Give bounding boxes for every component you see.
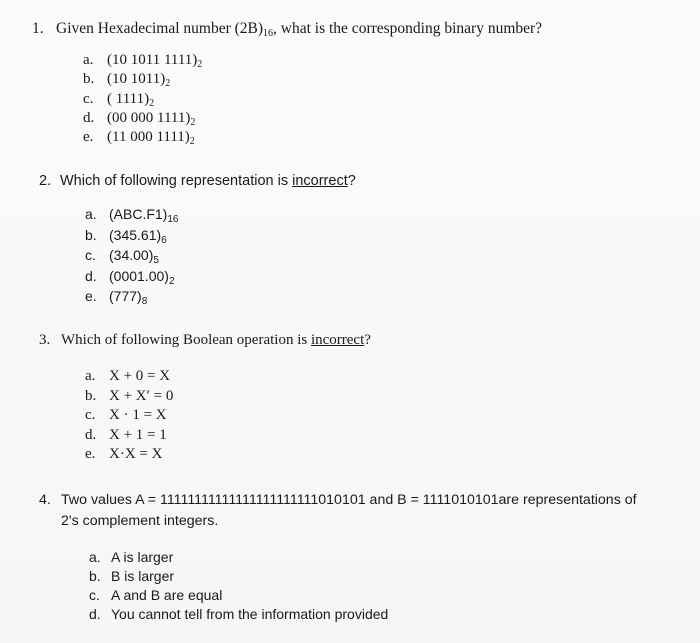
option-value: You cannot tell from the information provided — [111, 606, 389, 622]
question-number: 1. — [32, 20, 44, 37]
option-value: (10 1011 1111) — [107, 52, 198, 68]
option-value: ( 1111) — [107, 90, 150, 107]
option-a[interactable] — [85, 367, 371, 387]
option-letter: a. — [83, 52, 94, 68]
option-value: A and B are equal — [111, 587, 223, 603]
option-c[interactable] — [83, 90, 542, 109]
option-e[interactable] — [83, 128, 542, 147]
question-number: 3. — [39, 332, 51, 348]
option-list — [83, 51, 542, 147]
option-list — [89, 548, 637, 624]
option-letter: d. — [85, 426, 97, 443]
option-letter: b. — [85, 226, 97, 243]
option-value: X·X = X — [109, 446, 163, 462]
option-letter: e. — [85, 446, 96, 462]
option-base: 2 — [190, 116, 196, 128]
option-a[interactable] — [83, 51, 542, 70]
option-base: 2 — [197, 59, 203, 70]
question-1-prompt — [32, 20, 542, 38]
option-b[interactable] — [89, 567, 637, 586]
question-number: 4. — [39, 492, 51, 508]
option-list — [85, 204, 356, 307]
option-letter: c. — [85, 247, 96, 263]
question-1 — [32, 20, 542, 147]
question-text-line2: 2's complement integers. — [61, 513, 219, 529]
option-c[interactable] — [89, 586, 637, 605]
option-letter: c. — [85, 407, 96, 423]
option-base: 6 — [161, 234, 167, 246]
option-value: (345.61) — [109, 226, 162, 243]
option-value: X + X′ = 0 — [109, 387, 174, 404]
option-d[interactable] — [85, 426, 371, 446]
option-d[interactable] — [83, 109, 542, 128]
question-3 — [39, 332, 371, 465]
option-letter: e. — [85, 288, 97, 304]
option-letter: a. — [85, 368, 96, 384]
question-text-end: , what is the corresponding binary number? — [273, 20, 543, 37]
question-text: Given Hexadecimal number (2B) — [56, 20, 264, 37]
option-value: (11 000 1111) — [107, 129, 190, 146]
option-letter: c. — [89, 587, 100, 603]
option-value: (ABC.F1) — [109, 206, 168, 222]
option-letter: d. — [89, 606, 101, 622]
option-letter: a. — [89, 549, 101, 565]
option-e[interactable] — [85, 445, 371, 465]
option-value: B is larger — [111, 568, 175, 584]
question-2-prompt — [39, 173, 356, 189]
option-c[interactable] — [85, 245, 356, 266]
option-value: (777) — [109, 288, 142, 304]
question-3-prompt — [39, 332, 371, 349]
question-4 — [39, 490, 637, 624]
option-letter: d. — [83, 109, 95, 126]
option-b[interactable] — [83, 70, 542, 89]
option-value: X + 0 = X — [109, 368, 171, 384]
option-letter: e. — [83, 129, 94, 146]
option-b[interactable] — [85, 225, 356, 246]
option-value: X + 1 = 1 — [109, 426, 167, 443]
option-base: 16 — [167, 214, 179, 225]
option-list — [85, 367, 371, 465]
option-letter: d. — [85, 267, 97, 284]
option-value: (00 000 1111) — [107, 109, 191, 126]
question-2 — [39, 173, 356, 307]
option-d[interactable] — [85, 266, 356, 287]
question-text: Which of following Boolean operation is — [61, 332, 311, 348]
option-c[interactable] — [85, 406, 371, 426]
option-letter: b. — [83, 71, 95, 88]
option-letter: b. — [85, 387, 97, 404]
option-base: 2 — [149, 97, 155, 109]
option-base: 8 — [141, 296, 148, 307]
option-letter: c. — [83, 90, 94, 107]
question-text: Which of following representation is — [60, 173, 293, 189]
option-letter: b. — [89, 568, 101, 584]
base-subscript: 16 — [263, 28, 274, 39]
question-number: 2. — [39, 173, 52, 189]
option-e[interactable] — [85, 286, 356, 307]
option-d[interactable] — [89, 605, 637, 624]
option-base: 2 — [189, 136, 195, 148]
question-4-prompt — [39, 490, 637, 532]
option-base: 5 — [153, 255, 159, 266]
underlined-word: incorrect — [292, 173, 348, 189]
question-text-line1: Two values A = 11111111111111111111111010101 and B = 1111010101are representations of — [61, 492, 637, 508]
option-value: (10 1011) — [107, 71, 166, 88]
option-a[interactable] — [85, 204, 356, 225]
underlined-word: incorrect — [310, 332, 365, 348]
question-text-end: ? — [347, 173, 356, 189]
question-text-end: ? — [364, 332, 371, 348]
option-value: (0001.00) — [109, 267, 169, 284]
option-value: X · 1 = X — [109, 407, 167, 423]
option-a[interactable] — [89, 548, 637, 567]
option-value: (34.00) — [109, 247, 154, 263]
option-base: 2 — [165, 78, 171, 90]
option-base: 2 — [168, 275, 175, 287]
option-value: A is larger — [111, 549, 174, 565]
option-b[interactable] — [85, 387, 371, 407]
option-letter: a. — [85, 206, 97, 222]
